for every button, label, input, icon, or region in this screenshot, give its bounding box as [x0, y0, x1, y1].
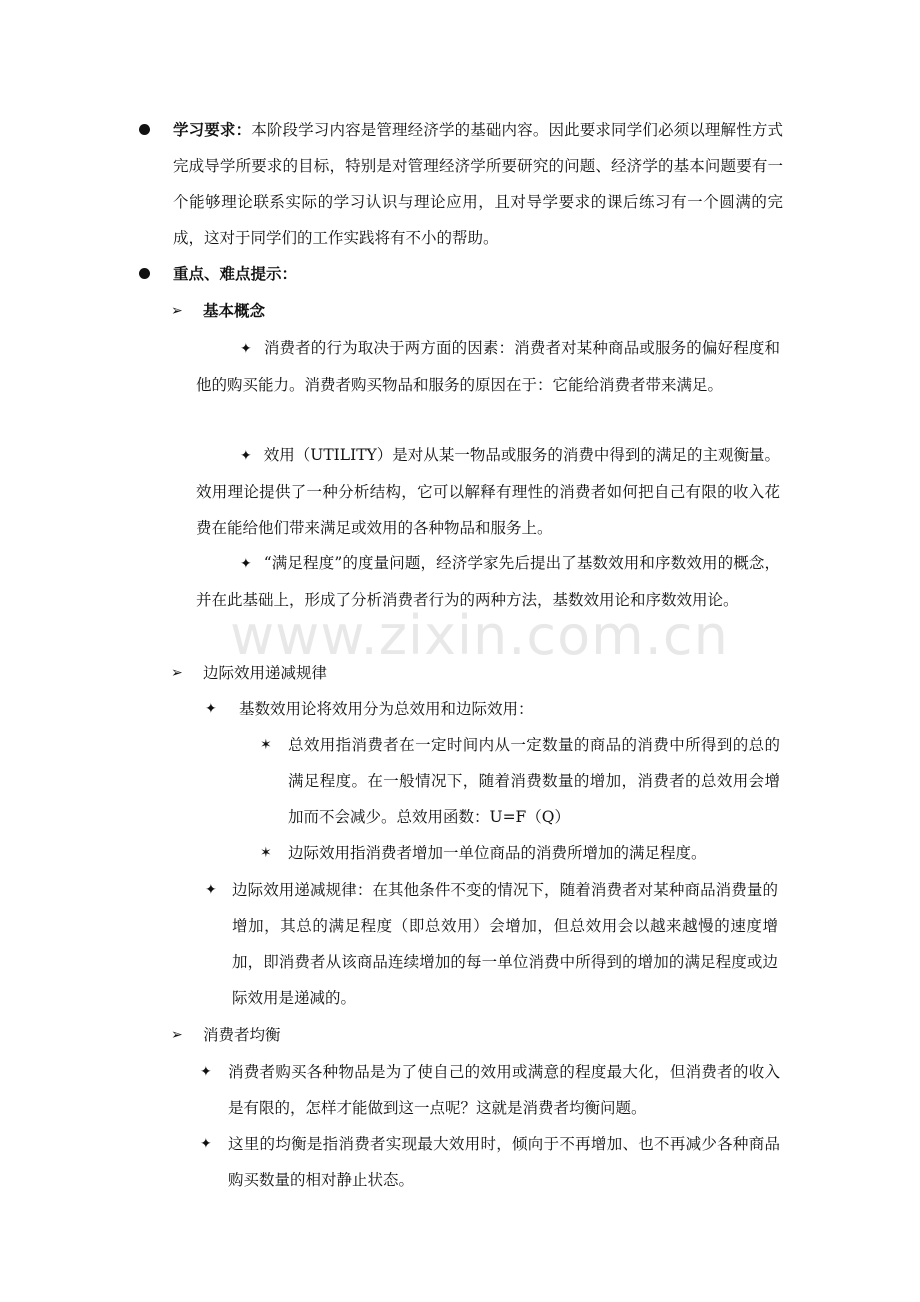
intro-body: 本阶段学习内容是管理经济学的基础内容。因此要求同学们必须以理解性方式完成导学所要求的目标，特别是对管理经济学所要研究的问题、经济学的基本问题要有一个能够理论联系实际的学习认识与理论应用，且对导学要求的课后练习有一个圆满的完成，这对于同学们的工作实践将有不小的帮助。	[173, 121, 783, 247]
star-icon: ✶	[260, 737, 272, 753]
cross-icon: ✦	[205, 882, 217, 898]
cross-icon: ✦	[240, 448, 252, 464]
basic-concept-item-2	[196, 437, 780, 546]
equilibrium-heading: 消费者均衡	[203, 1026, 281, 1044]
cross-icon: ✦	[205, 701, 217, 717]
cross-icon: ✦	[240, 341, 252, 357]
intro-heading: 学习要求：	[173, 120, 252, 139]
marginal-utility-heading: 边际效用递减规律	[203, 664, 328, 682]
equilibrium-item-2: 这里的均衡是指消费者实现最大效用时，倾向于不再增加、也不再减少各种商品购买数量的相对静止状态。	[228, 1135, 780, 1189]
basic-concept-text-3: “满足程度”的度量问题，经济学家先后提出了基数效用和序数效用的概念，并在此基础上，形成了分析消费者行为的两种方法，基数效用论和序数效用论。	[196, 554, 780, 609]
basic-concept-text-2: 效用（UTILITY）是对从某一物品或服务的消费中得到的满足的主观衡量。效用理论提供了一种分析结构，它可以解释有理性的消费者如何把自己有限的收入花费在能给他们带来满足或效用的各种物品和服务上。	[196, 446, 780, 537]
basic-concept-item-3	[196, 545, 780, 618]
cross-icon: ✦	[200, 1136, 212, 1152]
cross-icon: ✦	[200, 1064, 212, 1080]
equilibrium-item-1: 消费者购买各种物品是为了使自己的效用或满意的程度最大化，但消费者的收入是有限的，怎样才能做到这一点呢？这就是消费者均衡问题。	[228, 1063, 780, 1117]
star-icon: ✶	[260, 845, 272, 861]
arrow-icon: ➢	[171, 1027, 183, 1043]
basic-concept-text-1: 消费者的行为取决于两方面的因素：消费者对某种商品或服务的偏好程度和他的购买能力。消费者购买物品和服务的原因在于：它能给消费者带来满足。	[196, 339, 780, 394]
marginal-utility-law-text: 边际效用递减规律：在其他条件不变的情况下，随着消费者对某种商品消费量的增加，其总的满足程度（即总效用）会增加，但总效用会以越来越慢的速度增加，即消费者从该商品连续增加的每一单位消费中所得到的增加的满足程度或边际效用是递减的。	[232, 881, 778, 1007]
watermark: www.zixin.com.cn	[230, 604, 729, 667]
arrow-icon: ➢	[171, 303, 183, 319]
arrow-icon: ➢	[171, 665, 183, 681]
marginal-utility-def-text: 边际效用指消费者增加一单位商品的消费所增加的满足程度。	[288, 844, 707, 862]
total-utility-text: 总效用指消费者在一定时间内从一定数量的商品的消费中所得到的总的满足程度。在一般情况下，随着消费数量的增加，消费者的总效用会增加而不会减少。总效用函数：U=F（Q）	[288, 736, 780, 826]
basic-concepts-heading: 基本概念	[203, 301, 266, 320]
intro-paragraph	[173, 112, 783, 256]
bullet-dot-2	[139, 256, 150, 292]
bullet-dot-1	[139, 112, 150, 148]
key-points-heading: 重点、难点提示：	[173, 264, 298, 283]
marginal-utility-intro: 基数效用论将效用分为总效用和边际效用：	[239, 700, 534, 718]
basic-concept-item-1	[196, 330, 780, 403]
cross-icon: ✦	[240, 556, 252, 572]
